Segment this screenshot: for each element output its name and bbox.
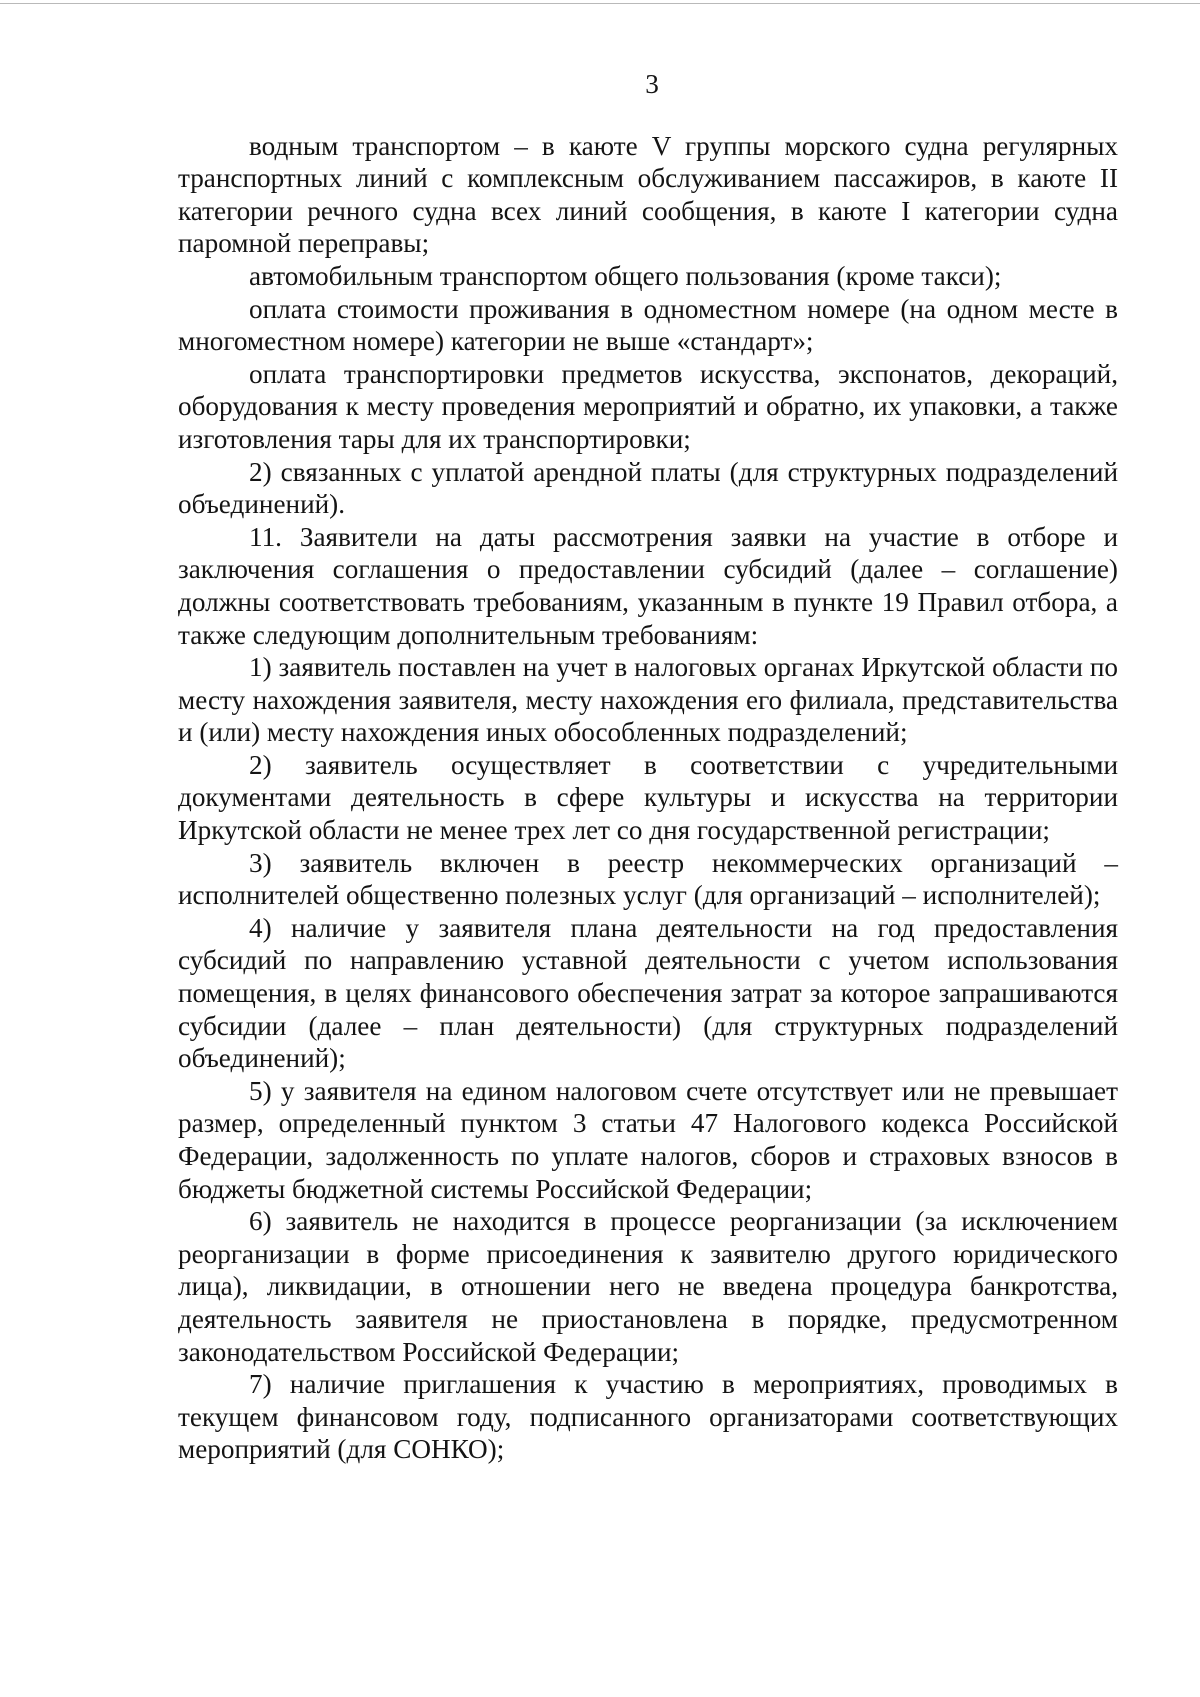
- paragraph-requirement-1: 1) заявитель поставлен на учет в налоговых органах Иркутской области по месту нахождения заявителя, месту нахождения его филиала, представительства и (или) месту нахождения иных обособленных подразделений;: [178, 652, 1118, 748]
- paragraph-requirement-3: 3) заявитель включен в реестр некоммерческих организаций – исполнителей общественно полезных услуг (для организаций – исполнителей);: [178, 847, 1118, 911]
- paragraph-requirement-6: 6) заявитель не находится в процессе реорганизации (за исключением реорганизации в форме присоединения к заявителю другого юридического лица), ликвидации, в отношении него не введена процедура банкротства, деятельность заявителя не приостановлена в порядке, предусмотренном законодательством Российской Федерации;: [178, 1206, 1118, 1367]
- paragraph-requirement-5: 5) у заявителя на едином налоговом счете отсутствует или не превышает размер, определенный пунктом 3 статьи 47 Налогового кодекса Российской Федерации, задолженность по уплате налогов, сборов и страховых взносов в бюджеты бюджетной системы Российской Федерации;: [178, 1075, 1118, 1204]
- paragraph-accommodation: оплата стоимости проживания в одноместном номере (на одном месте в многоместном номере) категории не выше «стандарт»;: [178, 293, 1118, 357]
- paragraph-requirement-7: 7) наличие приглашения к участию в мероприятиях, проводимых в текущем финансовом году, подписанного организаторами соответствующих мероприятий (для СОНКО);: [178, 1369, 1118, 1465]
- paragraph-water-transport: водным транспортом – в каюте V группы морского судна регулярных транспортных линий с комплексным обслуживанием пассажиров, в каюте II категории речного судна всех линий сообщения, в каюте I категории судна паромной переправы;: [178, 130, 1118, 259]
- paragraph-rent-payment: 2) связанных с уплатой арендной платы (для структурных подразделений объединений).: [178, 456, 1118, 520]
- paragraph-requirement-2: 2) заявитель осуществляет в соответствии с учредительными документами деятельность в сфере культуры и искусства на территории Иркутской области не менее трех лет со дня государственной регистрации;: [178, 749, 1118, 846]
- paragraph-requirement-4: 4) наличие у заявителя плана деятельности на год предоставления субсидий по направлению уставной деятельности с учетом использования помещения, в целях финансового обеспечения затрат за которое запрашиваются субсидии (далее – план деятельности) (для структурных подразделений объединений);: [178, 912, 1118, 1074]
- paragraph-section-11: 11. Заявители на даты рассмотрения заявки на участие в отборе и заключения соглашения о предоставлении субсидий (далее – соглашение) должны соответствовать требованиям, указанным в пункте 19 Правил отбора, а также следующим дополнительным требованиям:: [178, 521, 1118, 650]
- paragraph-road-transport: автомобильным транспортом общего пользования (кроме такси);: [249, 260, 1002, 291]
- page-number: 3: [645, 69, 659, 99]
- paragraph-art-transportation: оплата транспортировки предметов искусства, экспонатов, декораций, оборудования к месту проведения мероприятий и обратно, их упаковки, а также изготовления тары для их транспортировки;: [178, 358, 1118, 454]
